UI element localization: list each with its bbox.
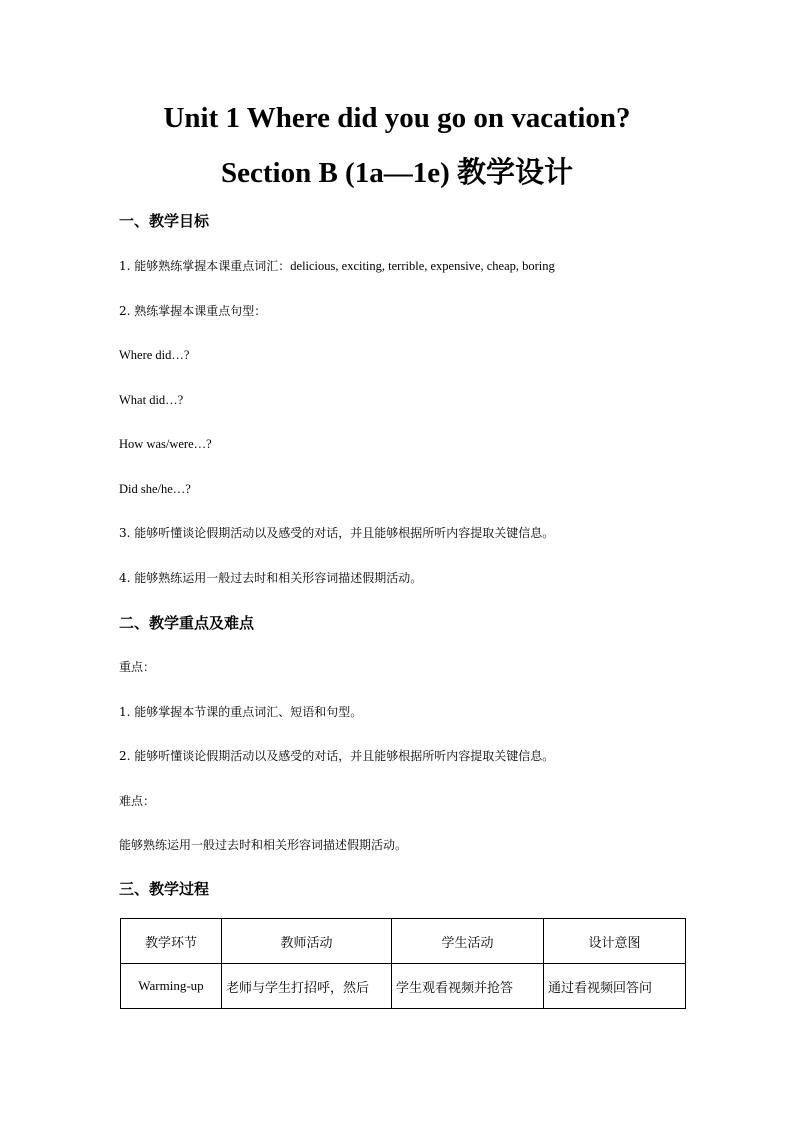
- objective-item-4: 4. 能够熟练运用一般过去时和相关形容词描述假期活动。: [119, 571, 423, 585]
- sentence-pattern-4: Did she/he…?: [119, 482, 191, 496]
- sentence-pattern-2: What did…?: [119, 393, 184, 407]
- difficult-point-text: 能够熟练运用一般过去时和相关形容词描述假期活动。: [119, 838, 408, 852]
- table-header-stage: 教学环节: [121, 919, 222, 964]
- table-cell-student-activity: 学生观看视频并抢答: [392, 964, 544, 1009]
- objective-item-1: [119, 258, 555, 274]
- table-cell-design-intent: 通过看视频回答问: [544, 964, 686, 1009]
- sentence-pattern-3: How was/were…?: [119, 437, 212, 451]
- document-subtitle: Section B (1a—1e) 教学设计: [221, 157, 573, 189]
- table-header-student-activity: 学生活动: [392, 919, 544, 964]
- key-point-item-1: 1. 能够掌握本节课的重点词汇、短语和句型。: [119, 705, 363, 719]
- document-title: Unit 1 Where did you go on vacation?: [163, 102, 631, 134]
- table-header-teacher-activity: 教师活动: [222, 919, 392, 964]
- section-heading-process: 三、教学过程: [119, 880, 210, 898]
- table-cell-teacher-activity: 老师与学生打招呼，然后: [222, 964, 392, 1009]
- objective-item-1-words: delicious, exciting, terrible, expensive, cheap, boring: [290, 259, 555, 273]
- key-points-label: 重点：: [119, 660, 156, 674]
- objective-item-3: 3. 能够听懂谈论假期活动以及感受的对话，并且能够根据所听内容提取关键信息。: [119, 526, 555, 540]
- objective-item-1-prefix: 1. 能够熟练掌握本课重点词汇：: [119, 259, 291, 273]
- section-heading-objectives: 一、教学目标: [119, 212, 210, 230]
- objective-item-2: 2. 熟练掌握本课重点句型：: [119, 304, 267, 318]
- difficult-points-label: 难点：: [119, 794, 156, 808]
- table-header-row: [121, 919, 686, 964]
- table-header-design-intent: 设计意图: [544, 919, 686, 964]
- key-point-item-2: 2. 能够听懂谈论假期活动以及感受的对话，并且能够根据所听内容提取关键信息。: [119, 749, 555, 763]
- sentence-pattern-1: Where did…?: [119, 348, 190, 362]
- teaching-process-table: [120, 918, 686, 1009]
- table-row: [121, 964, 686, 1009]
- section-heading-key-points: 二、教学重点及难点: [119, 614, 255, 632]
- table-cell-stage: Warming-up: [121, 964, 222, 1009]
